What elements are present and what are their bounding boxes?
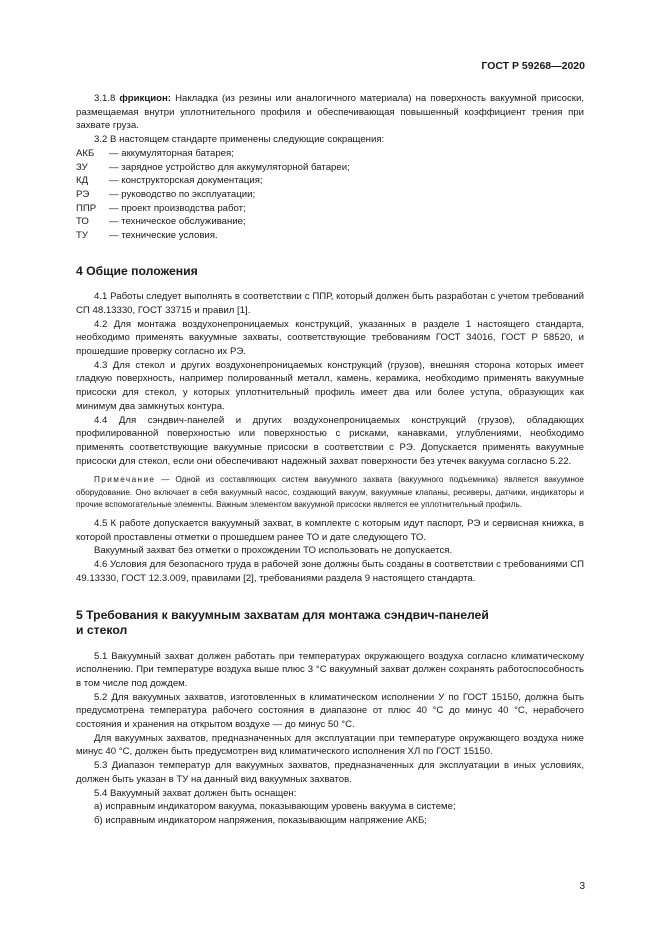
abbreviation-code: РЭ	[76, 188, 90, 200]
abbreviation-code: ППР	[76, 202, 97, 214]
clause-5-4: 5.4 Вакуумный захват должен быть оснащен:	[94, 787, 297, 799]
abbreviation-text: — руководство по эксплуатации;	[109, 188, 256, 200]
abbreviation-code: ЗУ	[76, 161, 88, 173]
clause-4-1: 4.1 Работы следует выполнять в соответствии с ППР, который должен быть разработан с учетом требований СП 48.13330, ГОСТ 33715 и правил [1].	[76, 291, 584, 316]
clause-5-4-b: б) исправным индикатором напряжения, показывающим напряжение АКБ;	[94, 814, 427, 826]
abbreviation-item	[76, 215, 584, 229]
abbreviation-item	[76, 229, 584, 243]
clause-3-1-8	[76, 92, 584, 133]
clause-3-2: 3.2 В настоящем стандарте применены следующие сокращения:	[94, 134, 385, 146]
clause-4-6: 4.6 Условия для безопасного труда в рабочей зоне должны быть созданы в соответствии с требованиями СП 49.13330, ГОСТ 12.3.009, правилами [2], требованиями раздела 9 настоящего стандарта.	[76, 559, 584, 584]
abbreviation-list	[76, 147, 584, 243]
abbreviation-item	[76, 188, 584, 202]
clause-5-3: 5.3 Диапазон температур для вакуумных захватов, предназначенных для эксплуатации в иных условиях, должен быть указан в ТУ на данный вид вакуумных захватов.	[76, 760, 584, 785]
abbreviation-text: — технические условия.	[109, 230, 218, 242]
clause-4-2: 4.2 Для монтажа воздухонепроницаемых конструкций, указанных в разделе 1 настоящего стандарта, необходимо применять вакуумные захваты, соответствующие требованиям ГОСТ 34016, ГОСТ Р 58520, и прошедшие проверку согласно их РЭ.	[76, 318, 584, 358]
abbreviation-code: ТО	[76, 216, 89, 228]
clause-4-5: 4.5 К работе допускается вакуумный захват, в комплекте с которым идут паспорт, РЭ и сервисная книжка, в которой проставлены отметки о прошедшем ранее ТО и дате следующего ТО.	[76, 517, 584, 543]
clause-5-2-cont: Для вакуумных захватов, предназначенных для эксплуатации при температуре окружающего воздуха ниже минус 40 °С, должен быть предусмотрен вид климатического исполнения ХЛ по ГОСТ 15150.	[76, 732, 584, 758]
note	[76, 474, 584, 511]
term-definition: Накладка (из резины или аналогичного материала) на поверхность вакуумной присоски, размещаемая внутри уплотнительного профиля и обеспечивающая повышенный коэффициент трения при захвате груза.	[76, 93, 584, 132]
section-5-heading	[76, 608, 584, 639]
clause-number: 3.1.8	[94, 93, 120, 104]
clause-5-2: 5.2 Для вакуумных захватов, изготовленных в климатическом исполнении У по ГОСТ 15150, должна быть предусмотрена температура рабочего состояния в диапазоне от плюс 40 °С до минус 40 °С, нерабочего состояния и хранения на открытом воздухе — до минус 50 °С.	[76, 691, 584, 731]
abbreviation-text: — аккумуляторная батарея;	[109, 147, 234, 159]
section-5-heading-line2: и стекол	[76, 623, 128, 637]
clause-4-5-cont: Вакуумный захват без отметки о прохождении ТО использовать не допускается.	[94, 545, 453, 557]
abbreviation-code: ТУ	[76, 230, 88, 242]
note-text: — Одной из составляющих систем вакуумного захвата (вакуумного подъемника) является вакуумное оборудование. Оно включает в себя вакуумный насос, создающий вакуум, вакуумные клапаны, ресиверы, датчики, индикаторы и прочие вспомогательные элементы. Важным элементом вакуумной присоски является ее уплотнительный профиль.	[76, 475, 584, 509]
page-number: 3	[579, 881, 585, 892]
abbreviation-code: КД	[76, 175, 89, 187]
clause-5-4-a: а) исправным индикатором вакуума, показывающим уровень вакуума в системе;	[94, 801, 456, 813]
abbreviation-item	[76, 174, 584, 188]
abbreviation-item	[76, 161, 584, 175]
clause-5-1: 5.1 Вакуумный захват должен работать при температурах окружающего воздуха согласно климатическому исполнению. При температуре воздуха выше плюс 3 °С вакуумный захват должен сохранять работоспособность в том числе под дождем.	[76, 650, 584, 689]
page-content	[76, 92, 584, 828]
clause-4-3: 4.3 Для стекол и других воздухонепроницаемых конструкций (грузов), внешняя сторона которых имеет гладкую поверхность, например полированный металл, камень, керамика, необходимо применять вакуумные присоски для стекол, у которых уплотнительный профиль имеет два или более уступа, образующих как минимум два замкнутых контура.	[76, 359, 584, 412]
doc-header-id: ГОСТ Р 59268—2020	[481, 60, 585, 72]
abbreviation-text: — проект производства работ;	[109, 202, 246, 214]
abbreviation-item	[76, 147, 584, 161]
note-label: Примечание	[94, 475, 156, 485]
abbreviation-text: — конструкторская документация;	[109, 175, 263, 187]
section-4-heading: 4 Общие положения	[76, 263, 198, 278]
clause-4-4: 4.4 Для сэндвич-панелей и других воздухонепроницаемых конструкций (грузов), обладающих профилированной поверхностью или поверхностью с рисками, канавками, углублениями, необходимо применять соответствующие вакуумные присоски в соответствии с РЭ. Допускается применять вакуумные присоски для стекол, если они обеспечивают надежный захват поверхности без утечек вакуума согласно 5.22.	[76, 414, 584, 467]
section-5-heading-line1: 5 Требования к вакуумным захватам для монтажа сэндвич-панелей	[76, 607, 489, 622]
term-friction: фрикцион:	[119, 93, 172, 104]
abbreviation-code: АКБ	[76, 147, 95, 159]
abbreviation-text: — техническое обслуживание;	[109, 216, 246, 228]
abbreviation-text: — зарядное устройство для аккумуляторной батареи;	[109, 161, 350, 173]
abbreviation-item	[76, 202, 584, 216]
